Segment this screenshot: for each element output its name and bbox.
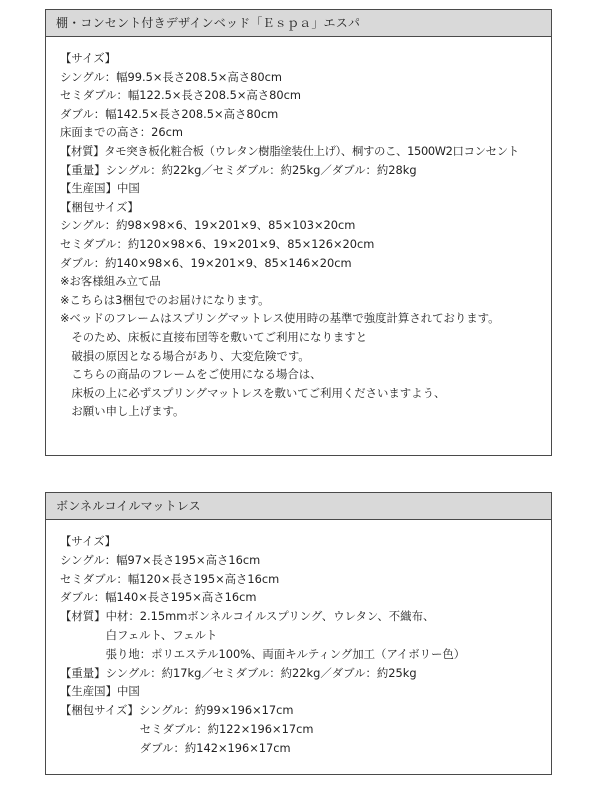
bed-package-double: ダブル：約140×98×6、19×201×9、85×146×20cm: [60, 255, 352, 270]
mattress-weight: 【重量】シングル：約17kg／セミダブル：約22kg／ダブル：約25kg: [60, 665, 417, 680]
bed-note-delivery: ※こちらは3梱包でのお届けになります。: [60, 292, 270, 307]
mattress-package-semidouble: セミダブル：約122×196×17cm: [60, 721, 314, 736]
mattress-spec-body: [46, 520, 551, 758]
mattress-material: 【材質】中材：2.15mmボンネルコイルスプリング、ウレタン、不織布、: [60, 609, 435, 624]
bed-note-frame: ※ベッドのフレームはスプリングマットレス使用時の基準で強度計算されております。: [60, 311, 500, 326]
bed-origin: 【生産国】中国: [60, 181, 140, 196]
bed-size-single: シングル：幅99.5×長さ208.5×高さ80cm: [60, 69, 282, 84]
bed-package-single: シングル：約98×98×6、19×201×9、85×103×20cm: [60, 218, 356, 233]
mattress-origin: 【生産国】中国: [60, 684, 140, 699]
mattress-size-heading: 【サイズ】: [60, 534, 117, 548]
mattress-material-2: 白フェルト、フェルト: [60, 627, 218, 642]
bed-note-frame-2: そのため、床板に直接布団等を敷いてご利用になりますと: [60, 329, 368, 344]
mattress-size-single: シングル：幅97×長さ195×高さ16cm: [60, 552, 261, 567]
bed-size-double: ダブル：幅142.5×長さ208.5×高さ80cm: [60, 106, 279, 121]
mattress-spec-box: [45, 492, 552, 775]
bed-material: 【材質】タモ突き板化粧合板（ウレタン樹脂塗装仕上げ）、桐すのこ、1500W2口コンセント: [60, 143, 519, 158]
bed-spec-title: 棚・コンセント付きデザインベッド「Ｅｓｐａ」エスパ: [46, 10, 551, 37]
bed-note-assembly: ※お客様組み立て品: [60, 274, 161, 289]
bed-floor-height: 床面までの高さ：26cm: [60, 125, 183, 140]
bed-note-frame-4: こちらの商品のフレームをご使用になる場合は、: [60, 367, 322, 382]
bed-package-heading: 【梱包サイズ】: [60, 199, 139, 214]
mattress-package-single: 【梱包サイズ】シングル：約99×196×17cm: [60, 703, 294, 718]
bed-note-frame-6: お願い申し上げます。: [60, 404, 185, 419]
bed-note-frame-5: 床板の上に必ずスプリングマットレスを敷いてご利用くださいますよう、: [60, 385, 446, 400]
bed-spec-box: [45, 9, 552, 456]
bed-spec-body: [46, 37, 551, 421]
bed-size-semidouble: セミダブル：幅122.5×長さ208.5×高さ80cm: [60, 88, 302, 103]
mattress-spec-title: ボンネルコイルマットレス: [46, 493, 551, 520]
mattress-size-semidouble: セミダブル：幅120×長さ195×高さ16cm: [60, 571, 280, 586]
bed-weight: 【重量】シングル：約22kg／セミダブル：約25kg／ダブル：約28kg: [60, 162, 417, 177]
mattress-material-3: 張り地：ポリエステル100%、両面キルティング加工（アイボリー色）: [60, 646, 466, 661]
mattress-size-double: ダブル：幅140×長さ195×高さ16cm: [60, 590, 257, 605]
bed-note-frame-3: 破損の原因となる場合があり、大変危険です。: [60, 348, 310, 363]
bed-size-heading: 【サイズ】: [60, 51, 117, 65]
bed-package-semidouble: セミダブル：約120×98×6、19×201×9、85×126×20cm: [60, 236, 375, 251]
mattress-package-double: ダブル：約142×196×17cm: [60, 740, 291, 755]
